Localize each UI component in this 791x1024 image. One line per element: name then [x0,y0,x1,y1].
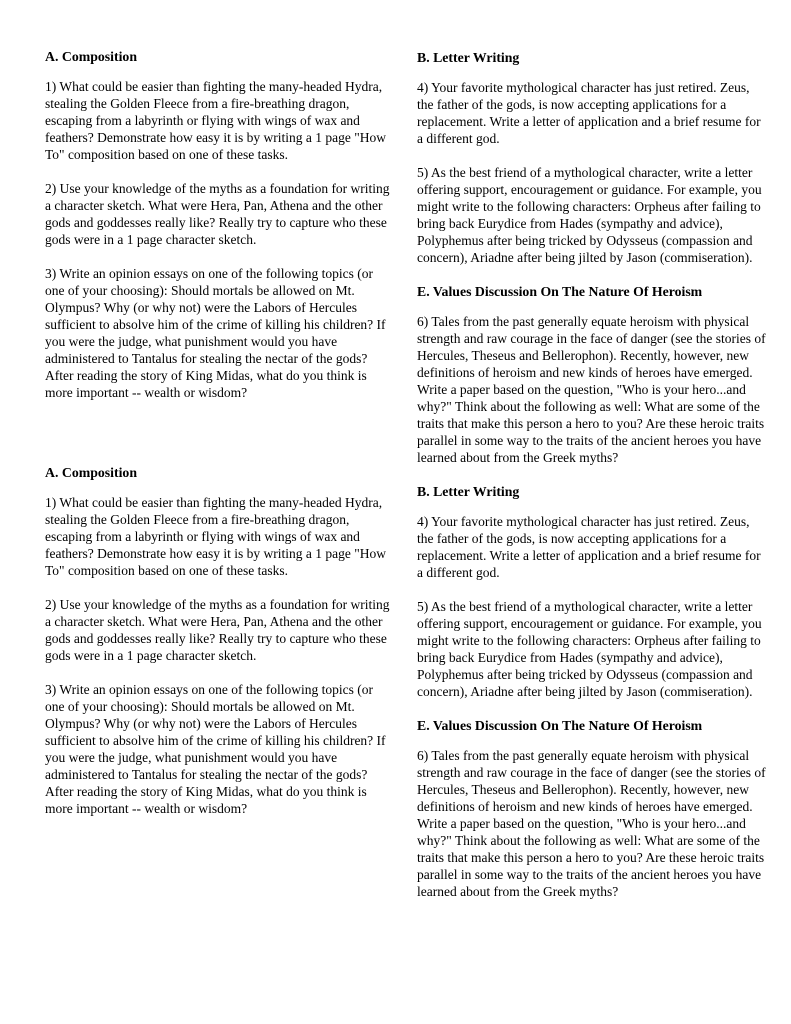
values-discussion-item-6: 6) Tales from the past generally equate heroism with physical strength and raw courage in the face of danger (see the stories of Hercules, Theseus and Bellerophon). Recently, however, new definitions of heroism and new kinds of heroes have emerged. Write a paper based on the question, "Who is your hero...and why?" Think about the following as well: What are some of the traits that make this person a hero to you? Are these heroic traits parallel in some way to the traits of the ancient heroes you have learned about from the Greek myths? [417,748,766,899]
values-discussion-heading: E. Values Discussion On The Nature Of Heroism [417,718,703,733]
composition-heading: A. Composition [45,465,137,480]
letter-writing-item-5: 5) As the best friend of a mythological character, write a letter offering support, encouragement or guidance. For example, you might write to the following characters: Orpheus after failing to bring back Eurydice from Hades (sympathy and advice), Polyphemus after being tricked by Odysseus (compassion and concern), Ariadne after being jilted by Jason (commiseration). [417,599,762,699]
letter-writing-heading: B. Letter Writing [417,50,520,65]
composition-item-3: 3) Write an opinion essays on one of the following topics (or one of your choosing): Should mortals be allowed on Mt. Olympus? Why (or why not) were the Labors of Hercules sufficient to absolve him of the crime of killing his children? If you were the judge, what punishment would you have administered to Tantalus for stealing the nectar of the gods? After reading the story of King Midas, what do you think is more important -- wealth or wisdom? [45,682,386,816]
section-letter-writing [417,49,767,266]
section-values-discussion-repeat [417,717,767,900]
left-column [45,48,392,834]
right-column [417,49,767,917]
composition-heading: A. Composition [45,49,137,64]
letter-writing-item-4: 4) Your favorite mythological character has just retired. Zeus, the father of the gods, is now accepting applications for a replacement. Write a letter of application and a brief resume for a different god. [417,514,761,580]
section-values-discussion [417,283,767,466]
composition-item-3: 3) Write an opinion essays on one of the following topics (or one of your choosing): Should mortals be allowed on Mt. Olympus? Why (or why not) were the Labors of Hercules sufficient to absolve him of the crime of killing his children? If you were the judge, what punishment would you have administered to Tantalus for stealing the nectar of the gods? After reading the story of King Midas, what do you think is more important -- wealth or wisdom? [45,266,386,400]
composition-item-2: 2) Use your knowledge of the myths as a foundation for writing a character sketch. What were Hera, Pan, Athena and the other gods and goddesses really like? Really try to capture who these gods were in a 1 page character sketch. [45,181,390,247]
composition-item-1: 1) What could be easier than fighting the many-headed Hydra, stealing the Golden Fleece from a fire-breathing dragon, escaping from a labyrinth or flying with wings of wax and feathers? Demonstrate how easy it is by writing a 1 page "How To" composition based on one of these tasks. [45,495,387,578]
letter-writing-heading: B. Letter Writing [417,484,520,499]
letter-writing-item-5: 5) As the best friend of a mythological character, write a letter offering support, encouragement or guidance. For example, you might write to the following characters: Orpheus after failing to bring back Eurydice from Hades (sympathy and advice), Polyphemus after being tricked by Odysseus (compassion and concern), Ariadne after being jilted by Jason (commiseration). [417,165,762,265]
composition-item-2: 2) Use your knowledge of the myths as a foundation for writing a character sketch. What were Hera, Pan, Athena and the other gods and goddesses really like? Really try to capture who these gods were in a 1 page character sketch. [45,597,390,663]
section-letter-writing-repeat [417,483,767,700]
section-composition [45,48,392,401]
section-composition-repeat [45,464,392,817]
letter-writing-item-4: 4) Your favorite mythological character has just retired. Zeus, the father of the gods, is now accepting applications for a replacement. Write a letter of application and a brief resume for a different god. [417,80,761,146]
values-discussion-heading: E. Values Discussion On The Nature Of Heroism [417,284,703,299]
values-discussion-item-6: 6) Tales from the past generally equate heroism with physical strength and raw courage in the face of danger (see the stories of Hercules, Theseus and Bellerophon). Recently, however, new definitions of heroism and new kinds of heroes have emerged. Write a paper based on the question, "Who is your hero...and why?" Think about the following as well: What are some of the traits that make this person a hero to you? Are these heroic traits parallel in some way to the traits of the ancient heroes you have learned about from the Greek myths? [417,314,766,465]
composition-item-1: 1) What could be easier than fighting the many-headed Hydra, stealing the Golden Fleece from a fire-breathing dragon, escaping from a labyrinth or flying with wings of wax and feathers? Demonstrate how easy it is by writing a 1 page "How To" composition based on one of these tasks. [45,79,387,162]
